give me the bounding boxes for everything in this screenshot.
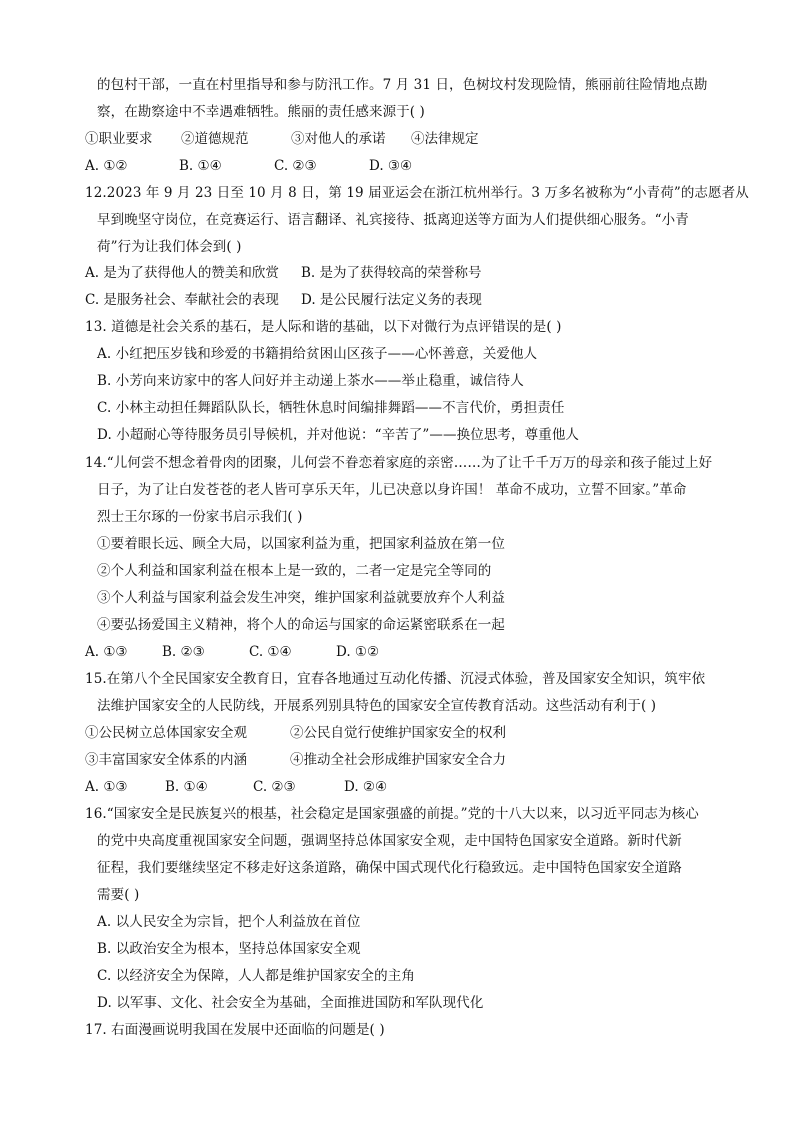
q12-stem-line-1: 12.2023 年 9 月 23 日至 10 月 8 日，第 19 届亚运会在浙江杭州举行。3 万多名被称为“小青荷”的志愿者从 [85, 185, 749, 201]
q12-choice-d[interactable]: D. 是公民履行法定义务的表现 [301, 292, 482, 308]
q12-choice-c[interactable]: C. 是服务社会、奉献社会的表现 [85, 292, 279, 308]
q11-item-2: ②道德规范 [181, 131, 249, 147]
q11-choice-b[interactable]: B. ①④ [179, 158, 222, 174]
q14-choice-b[interactable]: B. ②③ [162, 644, 205, 660]
q14-stem-line-1: 14.“儿何尝不想念着骨肉的团聚，儿何尝不眷恋着家庭的亲密……为了让千千万万的母亲和孩子能过上好 [85, 455, 713, 471]
q16-stem-line-2: 的党中央高度重视国家安全问题，强调坚持总体国家安全观，走中国特色国家安全道路。新时代新 [97, 833, 682, 849]
q13-choice-b[interactable]: B. 小芳向来访家中的客人问好并主动递上茶水——举止稳重，诚信待人 [97, 373, 524, 389]
q12-stem-line-3: 荷”行为让我们体会到( ) [97, 239, 242, 255]
q14-choice-a[interactable]: A. ①③ [85, 644, 128, 660]
q14-item-3: ③个人利益与国家利益会发生冲突，维护国家利益就要放弃个人利益 [97, 590, 505, 606]
q16-choice-b[interactable]: B. 以政治安全为根本，坚持总体国家安全观 [97, 941, 361, 957]
q11-items [85, 129, 479, 149]
q17-stem: 17. 右面漫画说明我国在发展中还面临的问题是( ) [85, 1022, 385, 1038]
q11-item-3: ③对他人的承诺 [291, 131, 386, 147]
q11-stem-line-2: 察，在勘察途中不幸遇难牺牲。熊丽的责任感来源于( ) [97, 104, 425, 120]
q15-item-2: ②公民自觉行使维护国家安全的权利 [290, 725, 506, 741]
q16-stem-line-3: 征程，我们要继续坚定不移走好这条道路，确保中国式现代化行稳致远。走中国特色国家安全道路 [97, 860, 682, 876]
q15-choices [85, 777, 387, 797]
q14-stem-line-3: 烈士王尔琢的一份家书启示我们( ) [97, 509, 303, 525]
q12-choices-row-1 [85, 263, 482, 283]
q11-choice-c[interactable]: C. ②③ [274, 158, 317, 174]
q11-choice-a[interactable]: A. ①② [85, 158, 128, 174]
q16-choice-d[interactable]: D. 以军事、文化、社会安全为基础，全面推进国防和军队现代化 [97, 995, 484, 1011]
q15-stem-line-1: 15.在第八个全民国家安全教育日，宜春各地通过互动化传播、沉浸式体验，普及国家安全知识，筑牢依 [85, 671, 706, 687]
q15-stem-line-2: 法维护国家安全的人民防线，开展系列别具特色的国家安全宣传教育活动。这些活动有利于( ) [97, 698, 657, 714]
q16-choice-c[interactable]: C. 以经济安全为保障，人人都是维护国家安全的主角 [97, 968, 415, 984]
q14-item-1: ①要着眼长远、顾全大局，以国家利益为重，把国家利益放在第一位 [97, 536, 505, 552]
q11-item-1: ①职业要求 [85, 131, 153, 147]
q13-stem: 13. 道德是社会关系的基石，是人际和谐的基础，以下对微行为点评错误的是( ) [85, 319, 562, 335]
q12-choice-a[interactable]: A. 是为了获得他人的赞美和欣赏 [85, 265, 279, 281]
q14-choices [85, 642, 379, 662]
q16-stem-line-1: 16.“国家安全是民族复兴的根基，社会稳定是国家强盛的前提。”党的十八大以来，以习近平同志为核心 [85, 806, 699, 822]
q13-choice-c[interactable]: C. 小林主动担任舞蹈队队长，牺牲休息时间编排舞蹈——不言代价，勇担责任 [97, 400, 565, 416]
q15-choice-a[interactable]: A. ①③ [85, 779, 128, 795]
q16-stem-line-4: 需要( ) [97, 887, 140, 903]
q11-stem-line-1: 的包村干部，一直在村里指导和参与防汛工作。7 月 31 日，色树坟村发现险情，熊丽前往险情地点勘 [97, 77, 708, 93]
q11-item-4: ④法律规定 [411, 131, 479, 147]
q16-choice-a[interactable]: A. 以人民安全为宗旨，把个人利益放在首位 [97, 914, 361, 930]
q15-items-row-2 [85, 750, 506, 770]
q12-stem-line-2: 早到晚坚守岗位，在竞赛运行、语言翻译、礼宾接待、抵离迎送等方面为人们提供细心服务。“小青 [97, 212, 689, 228]
q15-choice-c[interactable]: C. ②③ [253, 779, 296, 795]
q15-items-row-1 [85, 723, 506, 743]
q15-item-1: ①公民树立总体国家安全观 [85, 725, 247, 741]
q15-choice-b[interactable]: B. ①④ [165, 779, 208, 795]
q11-choice-d[interactable]: D. ③④ [369, 158, 413, 174]
q14-item-4: ④要弘扬爱国主义精神，将个人的命运与国家的命运紧密联系在一起 [97, 617, 505, 633]
q15-choice-d[interactable]: D. ②④ [344, 779, 388, 795]
q11-choices [85, 156, 412, 176]
q15-item-3: ③丰富国家安全体系的内涵 [85, 752, 247, 768]
q12-choices-row-2 [85, 290, 482, 310]
q13-choice-a[interactable]: A. 小红把压岁钱和珍爱的书籍捐给贫困山区孩子——心怀善意，关爱他人 [97, 346, 538, 362]
q13-choice-d[interactable]: D. 小超耐心等待服务员引导候机，并对他说：“辛苦了”——换位思考，尊重他人 [97, 427, 580, 443]
q14-choice-c[interactable]: C. ①④ [249, 644, 292, 660]
q14-choice-d[interactable]: D. ①② [336, 644, 380, 660]
q14-stem-line-2: 日子，为了让白发苍苍的老人皆可享乐天年，儿已决意以身许国！ 革命不成功，立誓不回家。”革命 [97, 482, 687, 498]
q14-item-2: ②个人利益和国家利益在根本上是一致的，二者一定是完全等同的 [97, 563, 492, 579]
q12-choice-b[interactable]: B. 是为了获得较高的荣誉称号 [301, 265, 482, 281]
q15-item-4: ④推动全社会形成维护国家安全合力 [290, 752, 506, 768]
